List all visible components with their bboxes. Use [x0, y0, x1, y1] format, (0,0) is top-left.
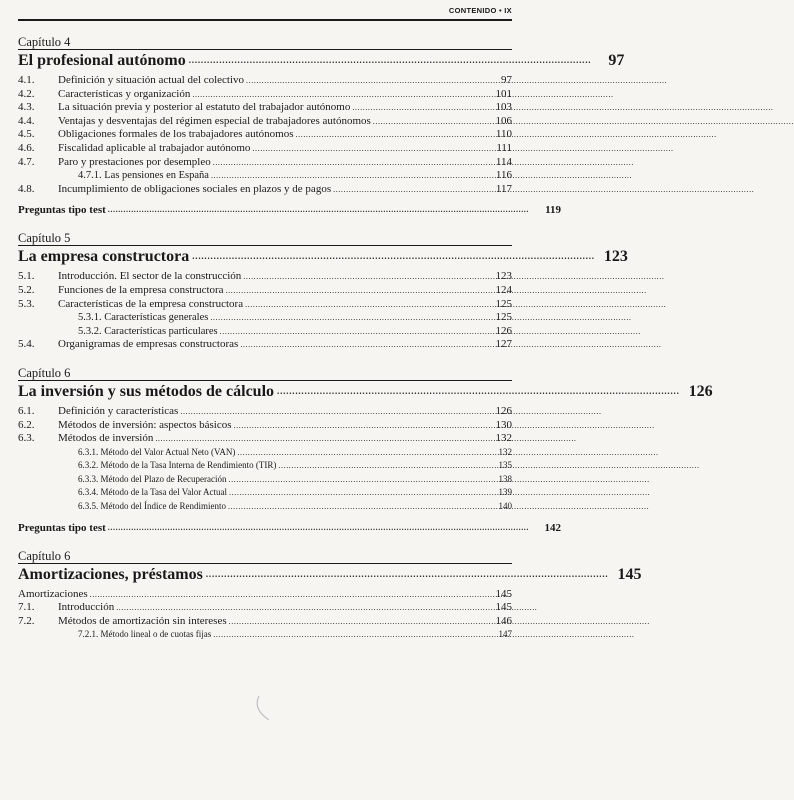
leader-dots	[210, 311, 480, 325]
toc-entry-text: Paro y prestaciones por desempleo	[58, 155, 211, 168]
toc-entry-text: 6.3.4. Método de la Tasa del Valor Actual	[78, 487, 228, 498]
toc-entry-text: Definición y características	[58, 404, 179, 417]
toc-entry-number: 4.5.	[18, 128, 35, 141]
chapter-title[interactable]	[18, 380, 713, 402]
toc-entry-page: 132	[498, 446, 512, 457]
toc-entry-page: 114	[495, 155, 512, 168]
toc-entry-number: 5.1.	[18, 270, 35, 283]
toc-entry-text: Características de la empresa constructora	[58, 297, 244, 310]
toc-entry-number: 5.4.	[18, 338, 35, 351]
toc-entry-number: 5.3.	[18, 297, 35, 310]
chapter-title-text: La empresa constructora	[18, 248, 190, 266]
toc-entry-text: 7.2.1. Método lineal o de cuotas fijas	[78, 629, 212, 640]
toc-entry-page: 140	[498, 501, 512, 512]
toc-entry-text: Funciones de la empresa constructora	[58, 283, 224, 296]
leader-dots	[229, 486, 480, 500]
toc-entry[interactable]	[18, 432, 512, 446]
leader-dots	[108, 203, 529, 217]
toc-entry-page: 116	[495, 169, 512, 182]
toc-entry-text: Introducción. El sector de la construcción	[58, 270, 242, 283]
toc-entry-number: 4.8.	[18, 182, 35, 195]
toc-entry-text: La situación previa y posterior al estatuto del trabajador autónomo	[58, 101, 351, 114]
leader-dots	[108, 521, 529, 535]
toc-entry-number: 7.1.	[18, 601, 35, 614]
leader-dots	[211, 169, 480, 183]
leader-dots	[189, 50, 592, 71]
leader-dots	[234, 419, 480, 433]
toc-entry-text: Introducción	[58, 601, 115, 614]
leader-dots	[252, 142, 480, 156]
toc-entry-page: 97	[501, 74, 512, 86]
toc-entry-page: 130	[495, 418, 512, 431]
toc-entry-number: 4.6.	[18, 141, 35, 154]
leader-dots	[192, 246, 595, 267]
toc-entry[interactable]	[18, 169, 512, 183]
toc-entry[interactable]	[18, 298, 512, 312]
toc-entry[interactable]	[18, 459, 512, 473]
toc-entry[interactable]	[18, 115, 512, 129]
leader-dots	[245, 298, 480, 312]
chapter-title-text: La inversión y sus métodos de cálculo	[18, 382, 275, 400]
toc-entry[interactable]	[18, 284, 512, 298]
toc-entry[interactable]	[18, 74, 512, 88]
chapter-section	[18, 548, 642, 642]
toc-entry-text: Fiscalidad aplicable al trabajador autónomo	[58, 141, 251, 154]
toc-entry-text: Características y organización	[58, 87, 191, 100]
leader-dots	[333, 183, 480, 197]
toc-entry-number: 6.1.	[18, 404, 35, 417]
toc-entry[interactable]	[18, 419, 512, 433]
chapter-label: Capítulo 4	[18, 35, 71, 49]
toc-entry[interactable]	[18, 338, 512, 352]
toc-entry-page: 111	[496, 141, 512, 154]
leader-dots	[352, 101, 480, 115]
toc-entry[interactable]	[18, 500, 512, 514]
chapter-section	[18, 365, 713, 535]
toc-entry-page: 125	[495, 297, 512, 310]
toc-entry-page: 103	[495, 101, 512, 114]
test-questions-page: 119	[545, 204, 561, 217]
chapter-label: Capítulo 6	[18, 548, 71, 563]
leader-dots	[155, 432, 480, 446]
toc-entry-page: 138	[498, 473, 512, 484]
toc-entry[interactable]	[18, 156, 512, 170]
toc-entry[interactable]	[18, 615, 512, 629]
toc-entry-text: Definición y situación actual del colectivo	[58, 74, 245, 86]
leader-dots	[226, 284, 480, 298]
toc-entry-number: 4.4.	[18, 114, 35, 127]
toc-entry[interactable]	[18, 405, 512, 419]
toc-entry-page: 135	[498, 460, 512, 471]
toc-entry-page: 123	[495, 270, 512, 283]
toc-entry[interactable]	[18, 270, 512, 284]
toc-entry-number: 4.2.	[18, 87, 35, 100]
chapter-label: Capítulo 6	[18, 365, 71, 380]
chapter-title[interactable]	[18, 49, 625, 71]
test-questions-label: Preguntas tipo test	[18, 204, 106, 217]
toc-entry-page: 132	[495, 432, 512, 445]
toc-entry[interactable]	[18, 325, 512, 339]
leader-dots	[228, 473, 480, 487]
toc-entry[interactable]	[18, 183, 512, 197]
test-questions-page: 142	[544, 521, 561, 534]
leader-dots	[277, 381, 680, 402]
leader-dots	[243, 270, 480, 284]
toc-entry-text: 5.3.1. Características generales	[78, 312, 209, 324]
toc-entry[interactable]	[18, 101, 512, 115]
test-questions-entry[interactable]	[18, 521, 561, 535]
toc-entry-page: 146	[495, 614, 512, 627]
leader-dots	[278, 459, 480, 473]
toc-entry-text: Métodos de amortización sin intereses	[58, 614, 227, 627]
toc-entry-text: Amortizaciones	[18, 587, 88, 600]
toc-entry[interactable]	[18, 142, 512, 156]
leader-dots	[213, 628, 480, 642]
chapter-title[interactable]	[18, 563, 642, 585]
leader-dots	[192, 88, 480, 102]
leader-dots	[240, 338, 480, 352]
toc-entry-text: Métodos de inversión: aspectos básicos	[58, 418, 232, 431]
toc-entry[interactable]	[18, 311, 512, 325]
leader-dots	[206, 564, 609, 585]
leader-dots	[90, 588, 480, 602]
toc-entry[interactable]	[18, 446, 512, 460]
toc-entry-page: 127	[495, 338, 512, 351]
toc-entry-text: Obligaciones formales de los trabajadores autónomos	[58, 128, 294, 141]
chapter-section	[18, 35, 625, 217]
leader-dots	[229, 615, 480, 629]
toc-entry-page: 125	[495, 311, 512, 324]
toc-entry-page: 101	[495, 87, 512, 100]
leader-dots	[228, 500, 480, 514]
toc-entry-number: 6.3.	[18, 432, 35, 445]
chapter-page-number: 123	[603, 248, 628, 266]
test-questions-entry[interactable]	[18, 203, 561, 217]
toc-entry-text: 6.3.2. Método de la Tasa Interna de Rendimiento (TIR)	[78, 460, 277, 471]
leader-dots	[373, 115, 480, 129]
chapter-label: Capítulo 5	[18, 231, 71, 246]
toc-entry-page: 145	[495, 601, 512, 614]
toc-entry-page: 147	[498, 629, 512, 640]
toc-entry[interactable]	[18, 601, 512, 615]
toc-entry-number: 6.2.	[18, 418, 35, 431]
toc-entry[interactable]	[18, 588, 512, 602]
toc-entry-page: 110	[495, 128, 512, 141]
leader-dots	[246, 74, 480, 88]
toc-entry-text: Métodos de inversión	[58, 432, 154, 445]
chapter-title-text: El profesional autónomo	[18, 52, 186, 69]
running-head: CONTENIDO • IX	[448, 6, 512, 15]
toc-entry-page: 117	[495, 182, 512, 195]
leader-dots	[213, 156, 480, 170]
table-of-contents	[18, 33, 713, 656]
toc-entry-number: 5.2.	[18, 283, 35, 296]
toc-entry[interactable]	[18, 88, 512, 102]
toc-entry[interactable]	[18, 473, 512, 487]
toc-entry-text: 5.3.2. Características particulares	[78, 325, 218, 337]
toc-entry-page: 106	[495, 114, 512, 127]
chapter-title-text: Amortizaciones, préstamos	[18, 565, 203, 583]
leader-dots	[237, 446, 480, 460]
toc-entry-number: 7.2.	[18, 614, 35, 627]
leader-dots	[116, 601, 480, 615]
toc-entry-number: 4.7.	[18, 155, 35, 168]
pencil-mark	[253, 694, 275, 722]
toc-entry-number: 4.3.	[18, 101, 35, 114]
chapter-page-number: 126	[688, 382, 713, 400]
toc-entry[interactable]	[18, 128, 512, 142]
test-questions-label: Preguntas tipo test	[18, 521, 106, 534]
chapter-section	[18, 231, 628, 352]
toc-entry-text: Incumplimiento de obligaciones sociales en plazos y de pagos	[58, 182, 332, 195]
leader-dots	[296, 128, 480, 142]
chapter-page-number: 97	[608, 52, 625, 69]
leader-dots	[180, 405, 480, 419]
toc-entry-page: 124	[495, 283, 512, 296]
toc-entry-text: 4.7.1. Las pensiones en España	[78, 170, 209, 182]
chapter-title[interactable]	[18, 245, 628, 267]
chapter-page-number: 145	[617, 565, 642, 583]
header-rule	[18, 19, 512, 21]
leader-dots	[220, 325, 480, 339]
toc-entry[interactable]	[18, 628, 512, 642]
toc-entry-number: 4.1.	[18, 74, 35, 86]
toc-entry-page: 126	[495, 404, 512, 417]
toc-entry-page: 126	[495, 324, 512, 337]
toc-entry-text: 6.3.3. Método del Plazo de Recuperación	[78, 473, 227, 484]
toc-entry[interactable]	[18, 486, 512, 500]
toc-entry-text: Organigramas de empresas constructoras	[58, 338, 239, 351]
toc-entry-page: 145	[495, 587, 512, 600]
toc-entry-page: 139	[498, 487, 512, 498]
toc-entry-text: Ventajas y desventajas del régimen especial de trabajadores autónomos	[58, 114, 371, 127]
toc-entry-text: 6.3.1. Método del Valor Actual Neto (VAN)	[78, 446, 236, 457]
toc-entry-text: 6.3.5. Método del Índice de Rendimiento	[78, 501, 226, 512]
